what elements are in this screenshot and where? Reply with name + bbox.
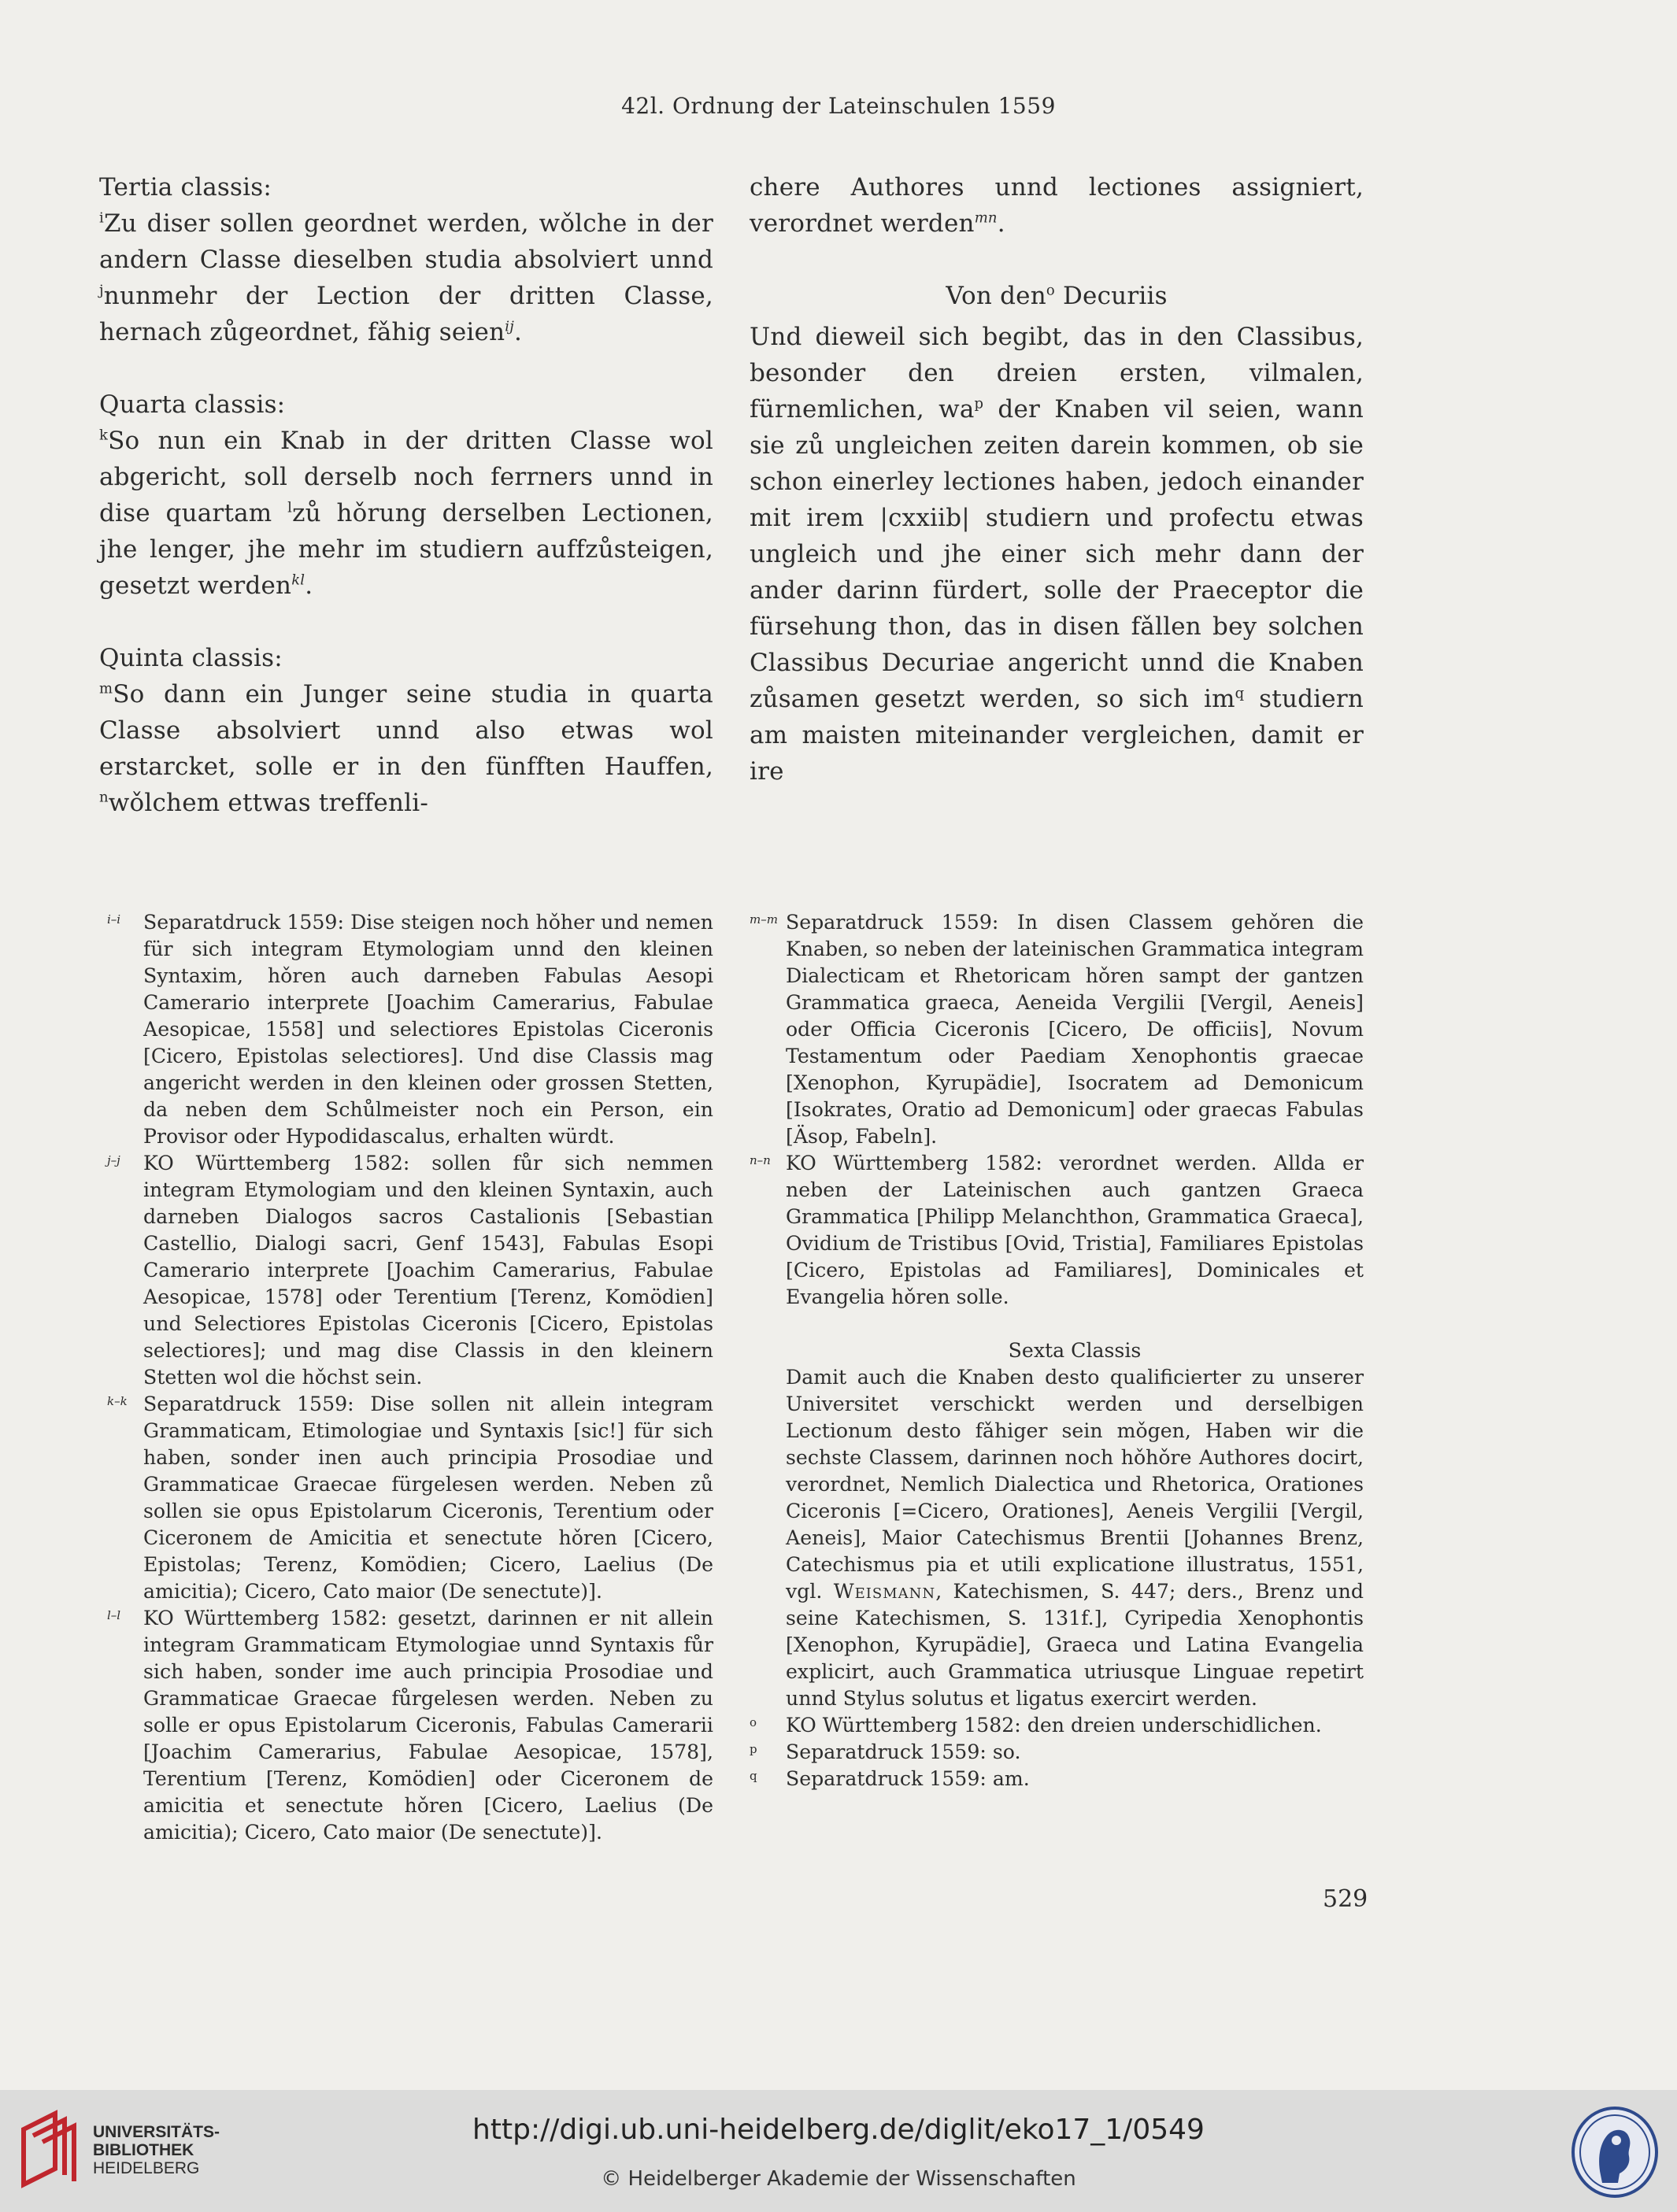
footnote-text: KO Württemberg 1582: sollen fůr sich nemmen integram Etymologiam und den kleinen Syntaxin, auch darneben Dialogos sacros Castalionis [Sebastian Castellio, Dialogi sacri, Genf 1543], Fabulas Esopi Camerario interprete [Joachim Camerarius, Fabulae Aesopicae, 1578] oder Terentium [Terenz, Komödien] und Selectiores Epistolas Ciceronis [Cicero, Epistolas selectiores]; und mag dise Classis in den kleinern Stetten wol die hǒchst sein. bbox=[143, 1152, 713, 1389]
footnote-text: Separatdruck 1559: am. bbox=[786, 1767, 1030, 1790]
page-number: 529 bbox=[1323, 1885, 1368, 1913]
author-name: Weismann bbox=[833, 1580, 936, 1603]
paragraph-text: der Knaben vil seien, wann sie zů ungleichen zeiten darein kommen, ob sie schon einerley lectiones haben, jedoch einander mit irem |cxxiib| studiern und profectu etwas ungleich und jhe einer sich mehr dann der ander darinn fürdert, solle der Praeceptor die fürsehung thon, das in disen fǎllen bey solchen Classibus Decuriae angericht unnd die Knaben zůsamen gesetzt werden, so sich im bbox=[750, 395, 1364, 713]
note-mark: ij bbox=[505, 318, 514, 335]
footnote bbox=[107, 909, 713, 1150]
quinta-heading: Quinta classis: bbox=[99, 644, 283, 672]
note-mark: i bbox=[99, 209, 104, 227]
quarta-paragraph bbox=[99, 423, 713, 604]
footnote-mark: m–m bbox=[750, 912, 778, 927]
paragraph-text: . bbox=[997, 209, 1005, 238]
permalink-url[interactable]: http://digi.ub.uni-heidelberg.de/diglit/eko17_1/0549 bbox=[472, 2114, 1205, 2146]
footnote-mark: k–k bbox=[107, 1394, 128, 1408]
tertia-paragraph bbox=[99, 205, 713, 350]
footer-bar bbox=[0, 2090, 1677, 2212]
footnote-mark: p bbox=[750, 1742, 757, 1756]
footnote-text: KO Württemberg 1582: gesetzt, darinnen er nit allein integram Grammaticam Etymologiae unnd Syntaxis fůr sich haben, sonder ime auch principia Prosodiae und Grammaticae Graecae fůrgelesen werden. Neben zu solle er opus Epistolarum Ciceronis, Fabulas Camerarii [Joachim Camerarius, Fabulae Aesopicae, 1578], Terentium [Terenz, Komödien] oder Ciceronem de amicitia et senectute hǒren [Cicero, Laelius (De amicitia); Cicero, Cato maior (De senectute)]. bbox=[143, 1607, 713, 1844]
quinta-paragraph bbox=[99, 676, 713, 821]
footnote-mark: o bbox=[750, 1715, 757, 1729]
running-header: 42l. Ordnung der Lateinschulen 1559 bbox=[621, 93, 1056, 119]
heading-text: Von den bbox=[946, 282, 1046, 310]
note-mark: kl bbox=[291, 571, 305, 589]
footnote bbox=[107, 1605, 713, 1846]
footnote bbox=[750, 1712, 1364, 1739]
footnote-text: Separatdruck 1559: Dise steigen noch hǒher und nemen für sich integram Etymologiam unnd den kleinen Syntaxim, hǒren auch darneben Fabulas Aesopi Camerario interprete [Joachim Camerarius, Fabulae Aesopicae, 1558] und selectiores Epistolas Ciceronis [Cicero, Epistolas selectiores]. Und dise Classis mag angericht werden in den kleinen oder grossen Stetten, da neben dem Schůlmeister noch ein Person, ein Provisor oder Hypodidascalus, erhalten würdt. bbox=[143, 911, 713, 1148]
paragraph-text: So dann ein Junger seine studia in quarta Classe absolviert unnd also etwas wol erstarcket, solle er in den fünfften Hauffen, bbox=[99, 680, 713, 781]
note-mark: n bbox=[99, 789, 109, 806]
decuriis-paragraph bbox=[750, 319, 1364, 790]
note-mark: l bbox=[287, 499, 293, 516]
library-name-line: UNIVERSITÄTS- bbox=[93, 2123, 220, 2141]
note-mark: j bbox=[99, 282, 104, 299]
sexta-heading: Sexta Classis bbox=[1008, 1339, 1142, 1362]
library-name-line: BIBLIOTHEK bbox=[93, 2141, 194, 2159]
library-name-line: HEIDELBERG bbox=[93, 2159, 200, 2177]
footnotes-left bbox=[107, 909, 713, 1846]
paragraph-text: zů hǒrung derselben Lectionen, jhe lenger, jhe mehr im studiern auffzůsteigen, gesetzt werden bbox=[99, 499, 713, 600]
footnote bbox=[750, 1150, 1364, 1311]
note-mark: o bbox=[1046, 282, 1055, 299]
footnote-text: Damit auch die Knaben desto qualificierter zu unserer Universitet verschickt werden und derselbigen Lectionum desto fǎhiger sein mǒgen, Haben wir die sechste Classem, darinnen noch hǒhǒre Authores docirt, verordnet, Nemlich Dialectica und Rhetorica, Orationes Ciceronis [=Cicero, Orationes], Aeneis Vergilii [Vergil, Aeneis], Maior Catechismus Brentii [Johannes Brenz, Catechismus pia et utili explicatione illustratus, 1551, vgl. bbox=[786, 1366, 1364, 1603]
decuriis-heading bbox=[750, 278, 1364, 314]
sexta-paragraph bbox=[750, 1364, 1364, 1712]
footnote bbox=[750, 1766, 1364, 1792]
footnote bbox=[107, 1150, 713, 1391]
footnote-mark: n–n bbox=[750, 1153, 771, 1167]
paragraph-text: wǒlchem ettwas treffenli- bbox=[108, 789, 429, 817]
footnote-text: Separatdruck 1559: In disen Classem gehǒren die Knaben, so neben der lateinischen Grammatica integram Dialecticam et Rhetoricam hǒren sampt der gantzen Grammatica graeca, Aeneida Vergilii [Vergil, Aeneis] oder Officia Ciceronis [Cicero, De officiis], Novum Testamentum oder Paediam Xenophontis graecae [Xenophon, Kyrupädie], Isocratem ad Demonicum [Isokrates, Oratio ad Demonicum] oder graecas Fabulas [Äsop, Fabeln]. bbox=[786, 911, 1364, 1148]
copyright-notice: © Heidelberger Akademie der Wissenschaften bbox=[601, 2167, 1076, 2191]
footnote-text: Separatdruck 1559: so. bbox=[786, 1740, 1021, 1763]
left-main-column bbox=[99, 169, 713, 821]
paragraph-text: nunmehr der Lection der dritten Classe, hernach zůgeordnet, fǎhig seien bbox=[99, 282, 713, 346]
paragraph-text: So nun ein Knab in der dritten Classe wol abgericht, soll derselb noch ferrners unnd in dise quartam bbox=[99, 427, 713, 527]
footnote-mark: q bbox=[750, 1769, 757, 1783]
note-mark: mn bbox=[974, 209, 998, 227]
note-mark: m bbox=[99, 680, 113, 697]
footnotes-right bbox=[750, 909, 1364, 1792]
note-mark: k bbox=[99, 427, 109, 444]
paragraph-text: studiern am maisten miteinander vergleichen, damit er ire bbox=[750, 685, 1364, 786]
note-mark: p bbox=[974, 395, 984, 412]
academy-seal-icon[interactable] bbox=[1571, 2106, 1659, 2199]
footnote-mark: i–i bbox=[107, 912, 121, 927]
paragraph-text: chere Authores unnd lectiones assigniert, verordnet werden bbox=[750, 173, 1364, 238]
footnote-mark: l–l bbox=[107, 1608, 121, 1622]
heading-text: Decuriis bbox=[1054, 282, 1168, 310]
quarta-heading: Quarta classis: bbox=[99, 390, 286, 419]
paragraph-text: Und dieweil sich begibt, das in den Classibus, besonder den dreien ersten, vilmalen, fürnemlichen, wa bbox=[750, 323, 1364, 424]
paragraph-text: . bbox=[513, 318, 523, 346]
footnote bbox=[107, 1391, 713, 1605]
note-mark: q bbox=[1235, 685, 1245, 702]
right-main-column bbox=[750, 169, 1364, 790]
footnote-text: KO Württemberg 1582: verordnet werden. Allda er neben der Lateinischen auch gantzen Graeca Grammatica [Philipp Melanchthon, Grammatica Graeca], Ovidium de Tristibus [Ovid, Tristia], Familiares Epistolas [Cicero, Epistolas ad Familiares], Dominicales et Evangelia hǒren solle. bbox=[786, 1152, 1364, 1308]
footnote-mark: j–j bbox=[107, 1153, 120, 1167]
footnote-text: , Katechismen, S. 447; ders., Brenz und seine Katechismen, S. 131f.], Cyripedia Xenophontis [Xenophon, Kyrupädie], Graeca und Latina Evangelia explicirt, auch Grammatica utriusque Linguae repetirt unnd Stylus solutus et ligatus exercirt werden. bbox=[786, 1580, 1364, 1710]
footnote bbox=[750, 1739, 1364, 1766]
footnote bbox=[750, 909, 1364, 1150]
continuation-paragraph bbox=[750, 169, 1364, 242]
footnote-text: KO Württemberg 1582: den dreien underschidlichen. bbox=[786, 1714, 1322, 1737]
paragraph-text: Zu diser sollen geordnet werden, wǒlche in der andern Classe dieselben studia absolviert unnd bbox=[99, 209, 713, 274]
tertia-heading: Tertia classis: bbox=[99, 173, 272, 202]
footnote-text: Separatdruck 1559: Dise sollen nit allein integram Grammaticam, Etimologiae und Syntaxis [sic!] für sich haben, sonder inen auch principia Prosodiae und Grammaticae Graecae fürgelesen werden. Neben zů sollen sie opus Epistolarum Ciceronis, Terentium oder Ciceronem de Amicitia et senectute hǒren [Cicero, Epistolas; Terenz, Komödien; Cicero, Laelius (De amicitia); Cicero, Cato maior (De senectute)]. bbox=[143, 1393, 713, 1603]
paragraph-text: . bbox=[305, 571, 313, 600]
